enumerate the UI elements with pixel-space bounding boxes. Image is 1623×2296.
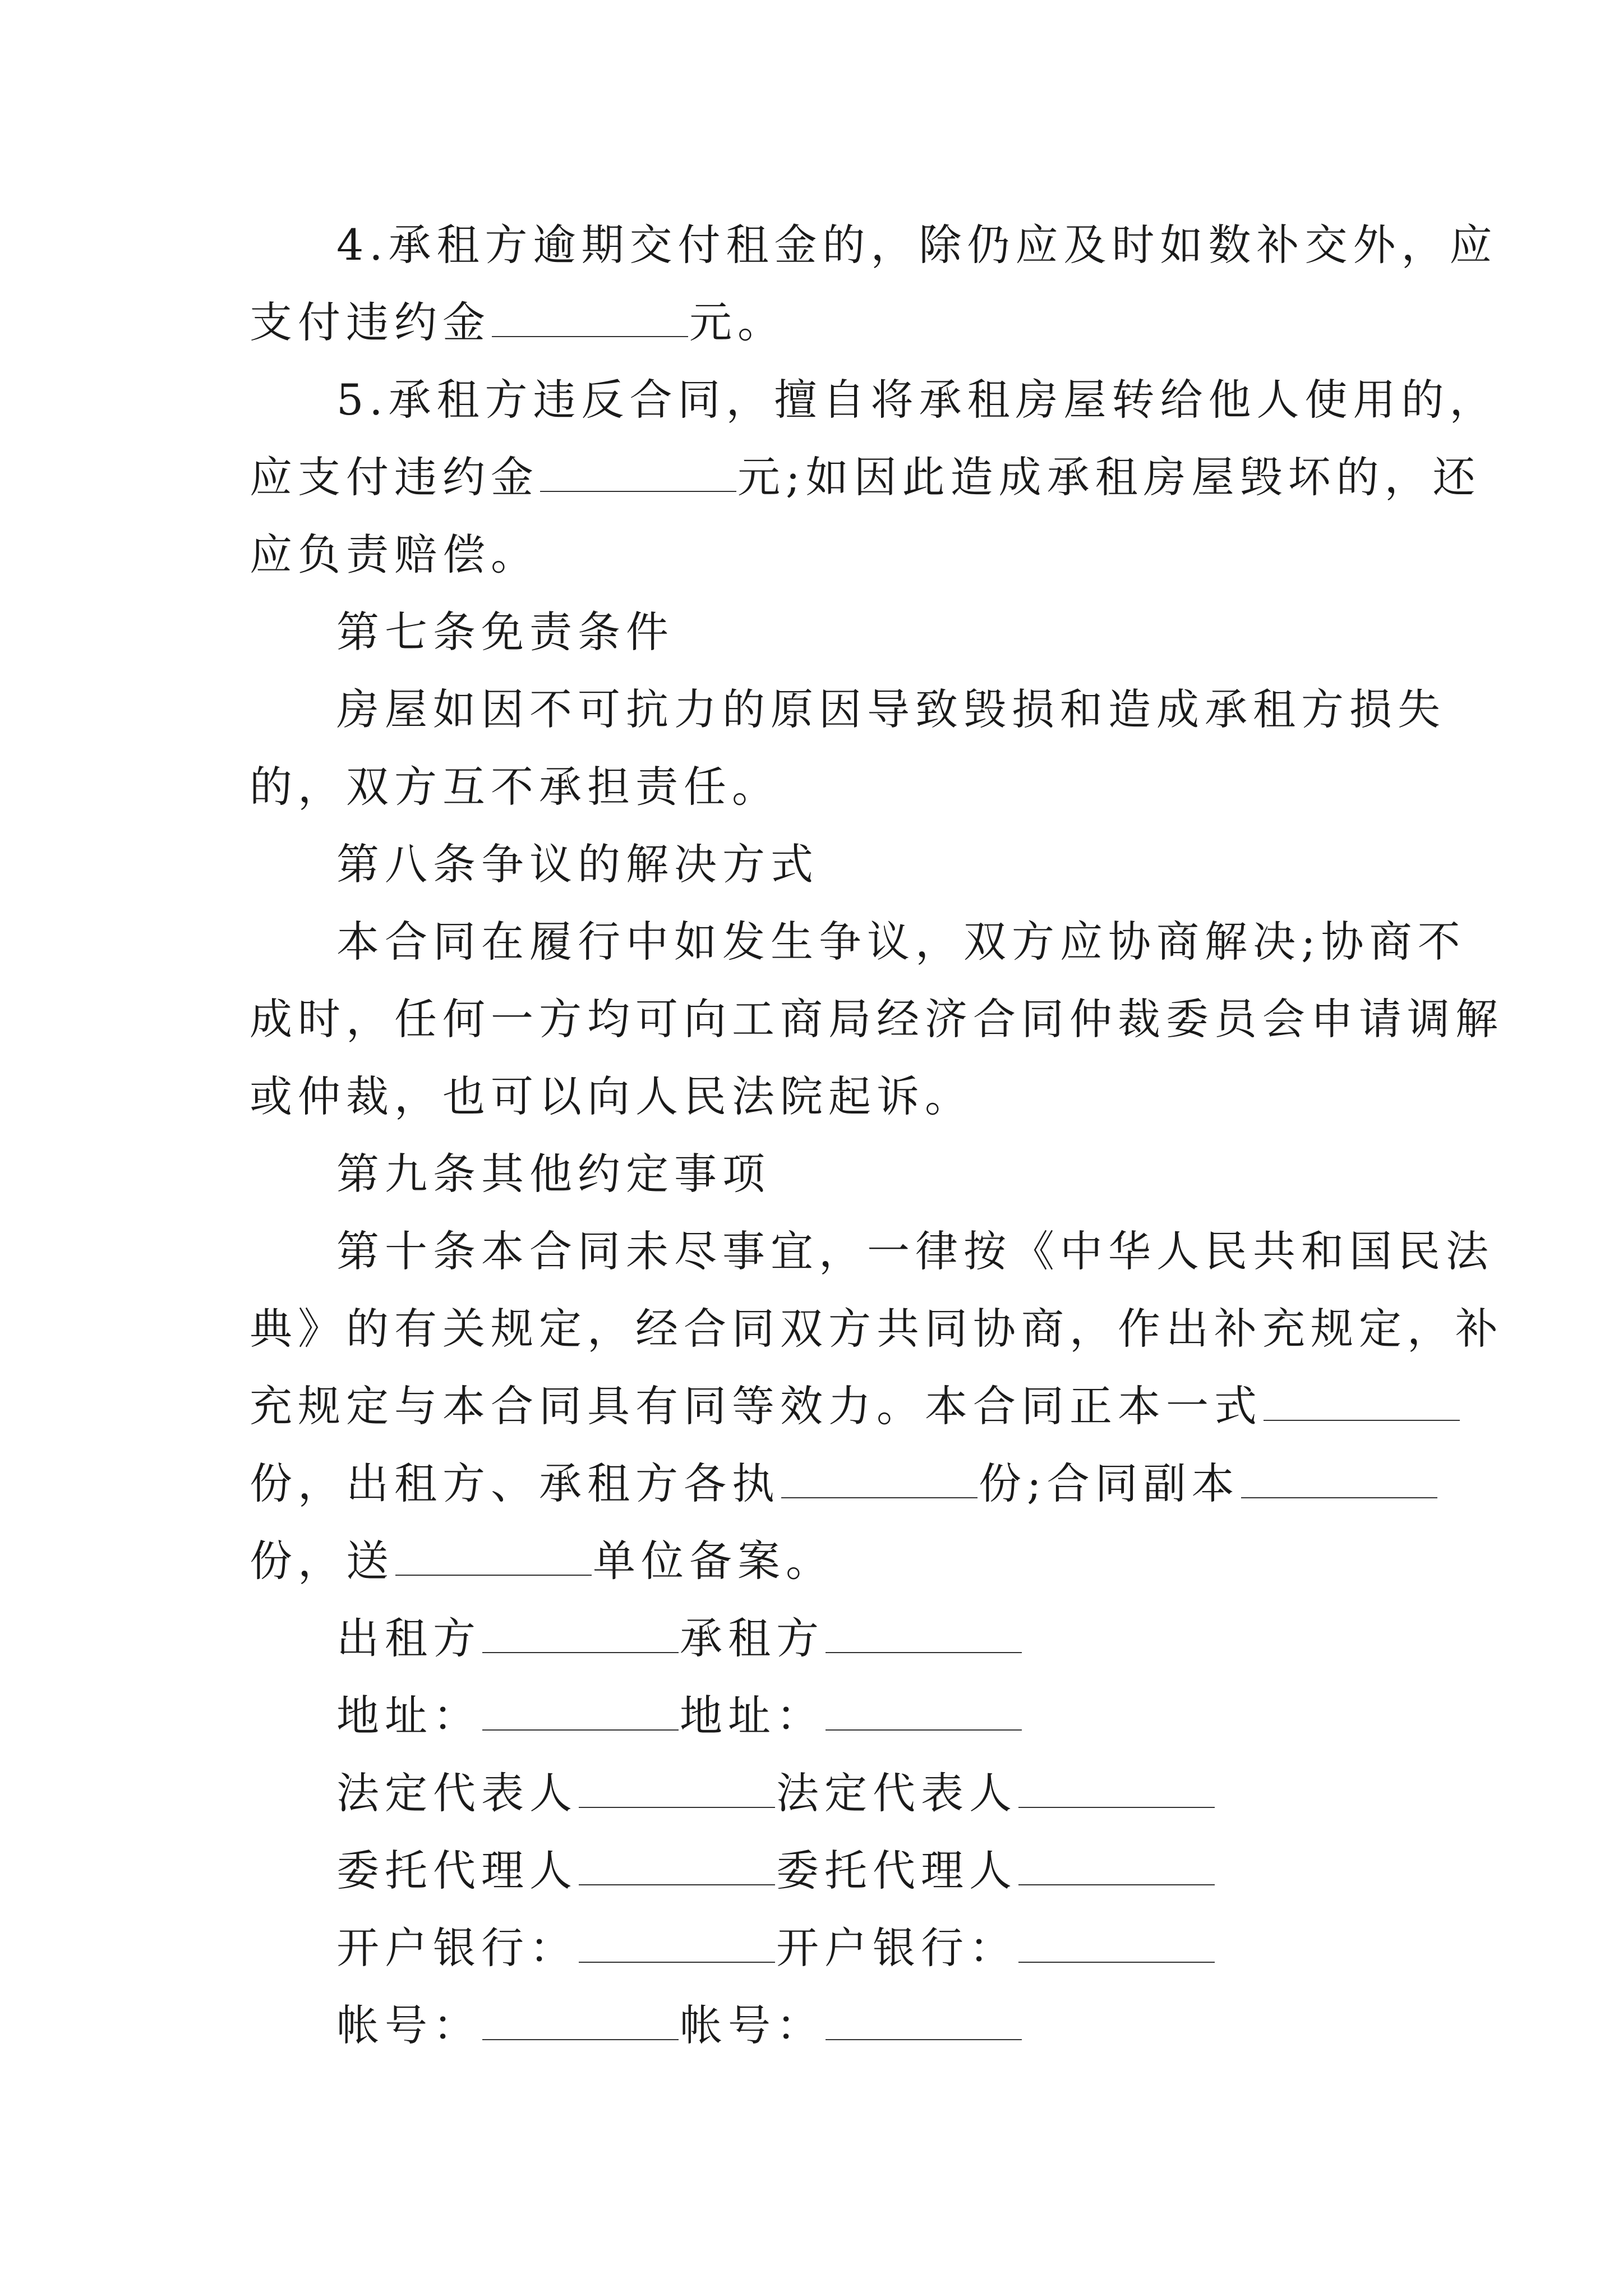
article-7-heading: 第七条免责条件 [336,607,674,657]
fill-blank[interactable] [482,1696,679,1731]
clause-5-line-3: 应负责赔偿。 [250,530,539,579]
article-10-line-3: 充规定与本合同具有同等效力。本合同正本一式 [250,1381,1461,1432]
fill-blank[interactable] [1018,1773,1215,1808]
article-10-line-2: 典》的有关规定，经合同双方共同协商，作出补充规定，补 [250,1304,1504,1354]
fill-blank[interactable] [492,302,688,337]
fill-blank[interactable] [579,1851,775,1885]
article-7-text-line-1: 房屋如因不可抗力的原因导致毁损和造成承租方损失 [336,684,1446,734]
article-10-line-1: 第十条本合同未尽事宜，一律按《中华人民共和国民法 [336,1226,1494,1276]
article-8-heading: 第八条争议的解决方式 [336,839,819,889]
fill-blank[interactable] [395,1541,592,1576]
fill-blank[interactable] [1264,1386,1460,1421]
fill-blank[interactable] [826,1618,1022,1653]
article-8-text-line-1: 本合同在履行中如发生争议，双方应协商解决;协商不 [336,917,1466,967]
signature-bank: 开户银行： 开户银行： [336,1923,1216,1973]
signature-account: 帐号： 帐号： [336,2000,1023,2051]
signature-lessor-lessee: 出租方 承租方 [336,1613,1023,1664]
article-10-line-4: 份，出租方、承租方各执 份;合同副本 [250,1458,1438,1509]
article-8-text-line-3: 或仲裁，也可以向人民法院起诉。 [250,1071,973,1121]
fill-blank[interactable] [540,457,736,492]
fill-blank[interactable] [482,2005,679,2040]
fill-blank[interactable] [579,1773,775,1808]
signature-legal-representative: 法定代表人 法定代表人 [336,1768,1216,1819]
clause-4-line-1: 4.承租方逾期交付租金的，除仍应及时如数补交外，应 [336,220,1498,270]
fill-blank[interactable] [781,1464,978,1498]
article-10-line-5: 份，送 单位备案。 [250,1536,834,1586]
fill-blank[interactable] [826,2005,1022,2040]
article-7-text-line-2: 的，双方互不承担责任。 [250,762,780,812]
fill-blank[interactable] [826,1696,1022,1731]
fill-blank[interactable] [1018,1928,1215,1963]
fill-blank[interactable] [1018,1851,1215,1885]
fill-blank[interactable] [579,1928,775,1963]
signature-address: 地址： 地址： [336,1691,1023,1741]
fill-blank[interactable] [1241,1464,1437,1498]
fill-blank[interactable] [482,1618,679,1653]
signature-authorized-agent: 委托代理人 委托代理人 [336,1846,1216,1896]
clause-5-line-1: 5.承租方违反合同，擅自将承租房屋转给他人使用的， [336,375,1498,425]
clause-4-line-2: 支付违约金 元。 [250,297,786,347]
article-8-text-line-2: 成时，任何一方均可向工商局经济合同仲裁委员会申请调解 [250,994,1504,1044]
article-9-heading: 第九条其他约定事项 [336,1149,771,1199]
clause-5-line-2: 应支付违约金 元;如因此造成承租房屋毁坏的，还 [250,452,1481,502]
